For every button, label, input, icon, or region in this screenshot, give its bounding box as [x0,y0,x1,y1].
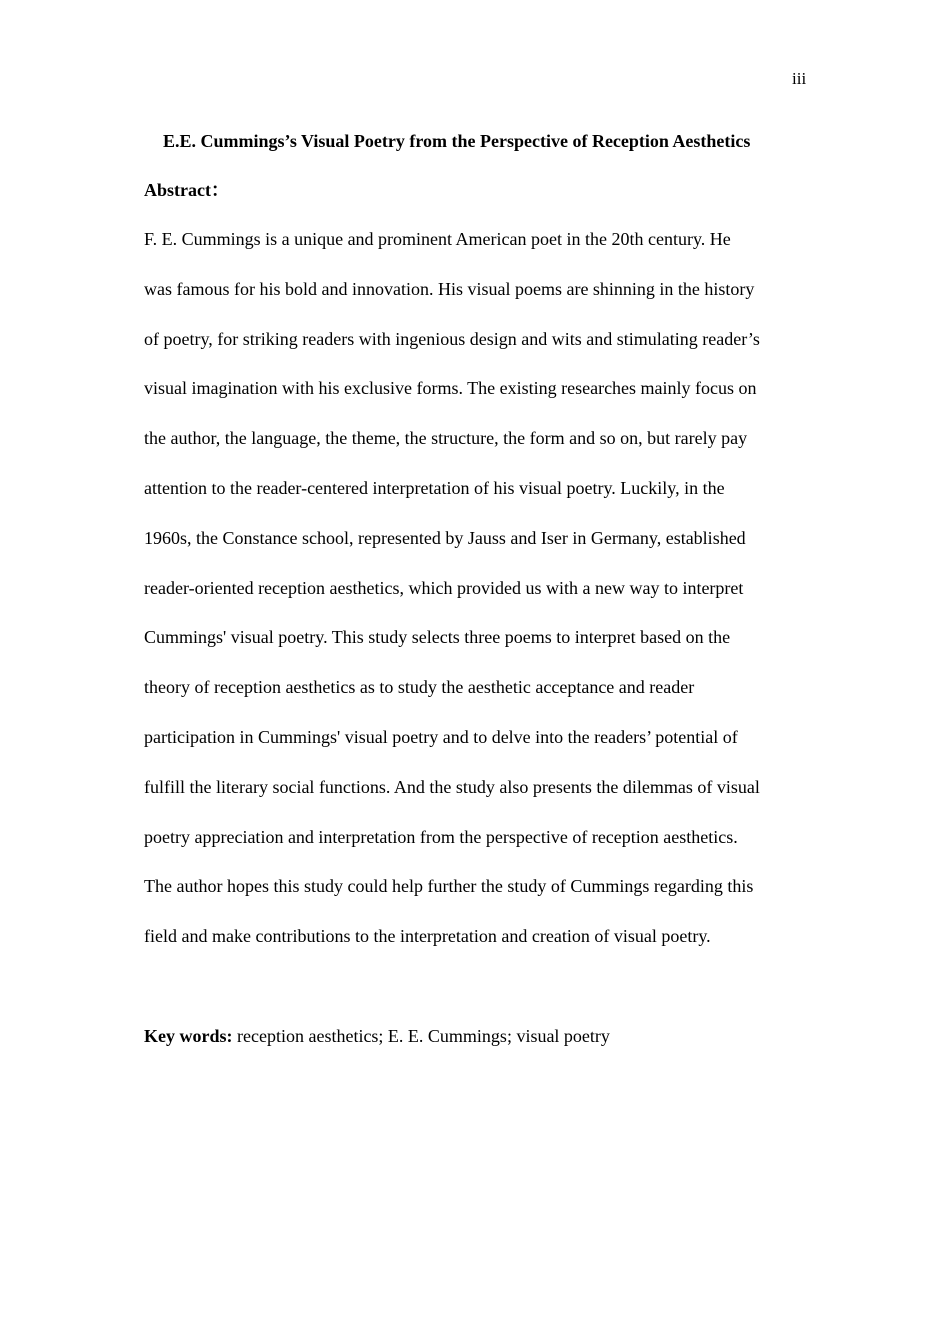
keywords-label: Key words: [144,1026,233,1046]
page-number: iii [792,69,807,88]
abstract-line: participation in Cummings' visual poetry and to delve into the readers’ potential of [144,726,738,747]
abstract-line: field and make contributions to the interpretation and creation of visual poetry. [144,926,711,947]
abstract-line: visual imagination with his exclusive forms. The existing researches mainly focus on [144,378,757,399]
abstract-line: theory of reception aesthetics as to study the aesthetic acceptance and reader [144,677,695,698]
abstract-line: the author, the language, the theme, the structure, the form and so on, but rarely pay [144,428,748,449]
abstract-line: Cummings' visual poetry. This study selects three poems to interpret based on the [144,627,731,648]
abstract-line: reader-oriented reception aesthetics, which provided us with a new way to interpret [144,577,744,598]
abstract-line: F. E. Cummings is a unique and prominent American poet in the 20th century. He [144,229,731,249]
abstract-heading: Abstract： [144,180,229,200]
abstract-line: 1960s, the Constance school, represented by Jauss and Iser in Germany, established [144,527,746,548]
keywords [144,1024,610,1048]
keywords-text: reception aesthetics; E. E. Cummings; visual poetry [232,1026,610,1046]
abstract-line: of poetry, for striking readers with ingenious design and wits and stimulating reader’s [144,328,760,349]
paper-title: E.E. Cummings’s Visual Poetry from the Perspective of Reception Aesthetics [163,131,751,151]
abstract-line: poetry appreciation and interpretation from the perspective of reception aesthetics. [144,826,738,847]
abstract-line: fulfill the literary social functions. And the study also presents the dilemmas of visual [144,776,760,797]
abstract-line: attention to the reader-centered interpretation of his visual poetry. Luckily, in the [144,477,725,498]
abstract-line: The author hopes this study could help further the study of Cummings regarding this [144,876,754,897]
abstract-body [144,215,834,962]
abstract-line: was famous for his bold and innovation. His visual poems are shinning in the history [144,278,755,299]
